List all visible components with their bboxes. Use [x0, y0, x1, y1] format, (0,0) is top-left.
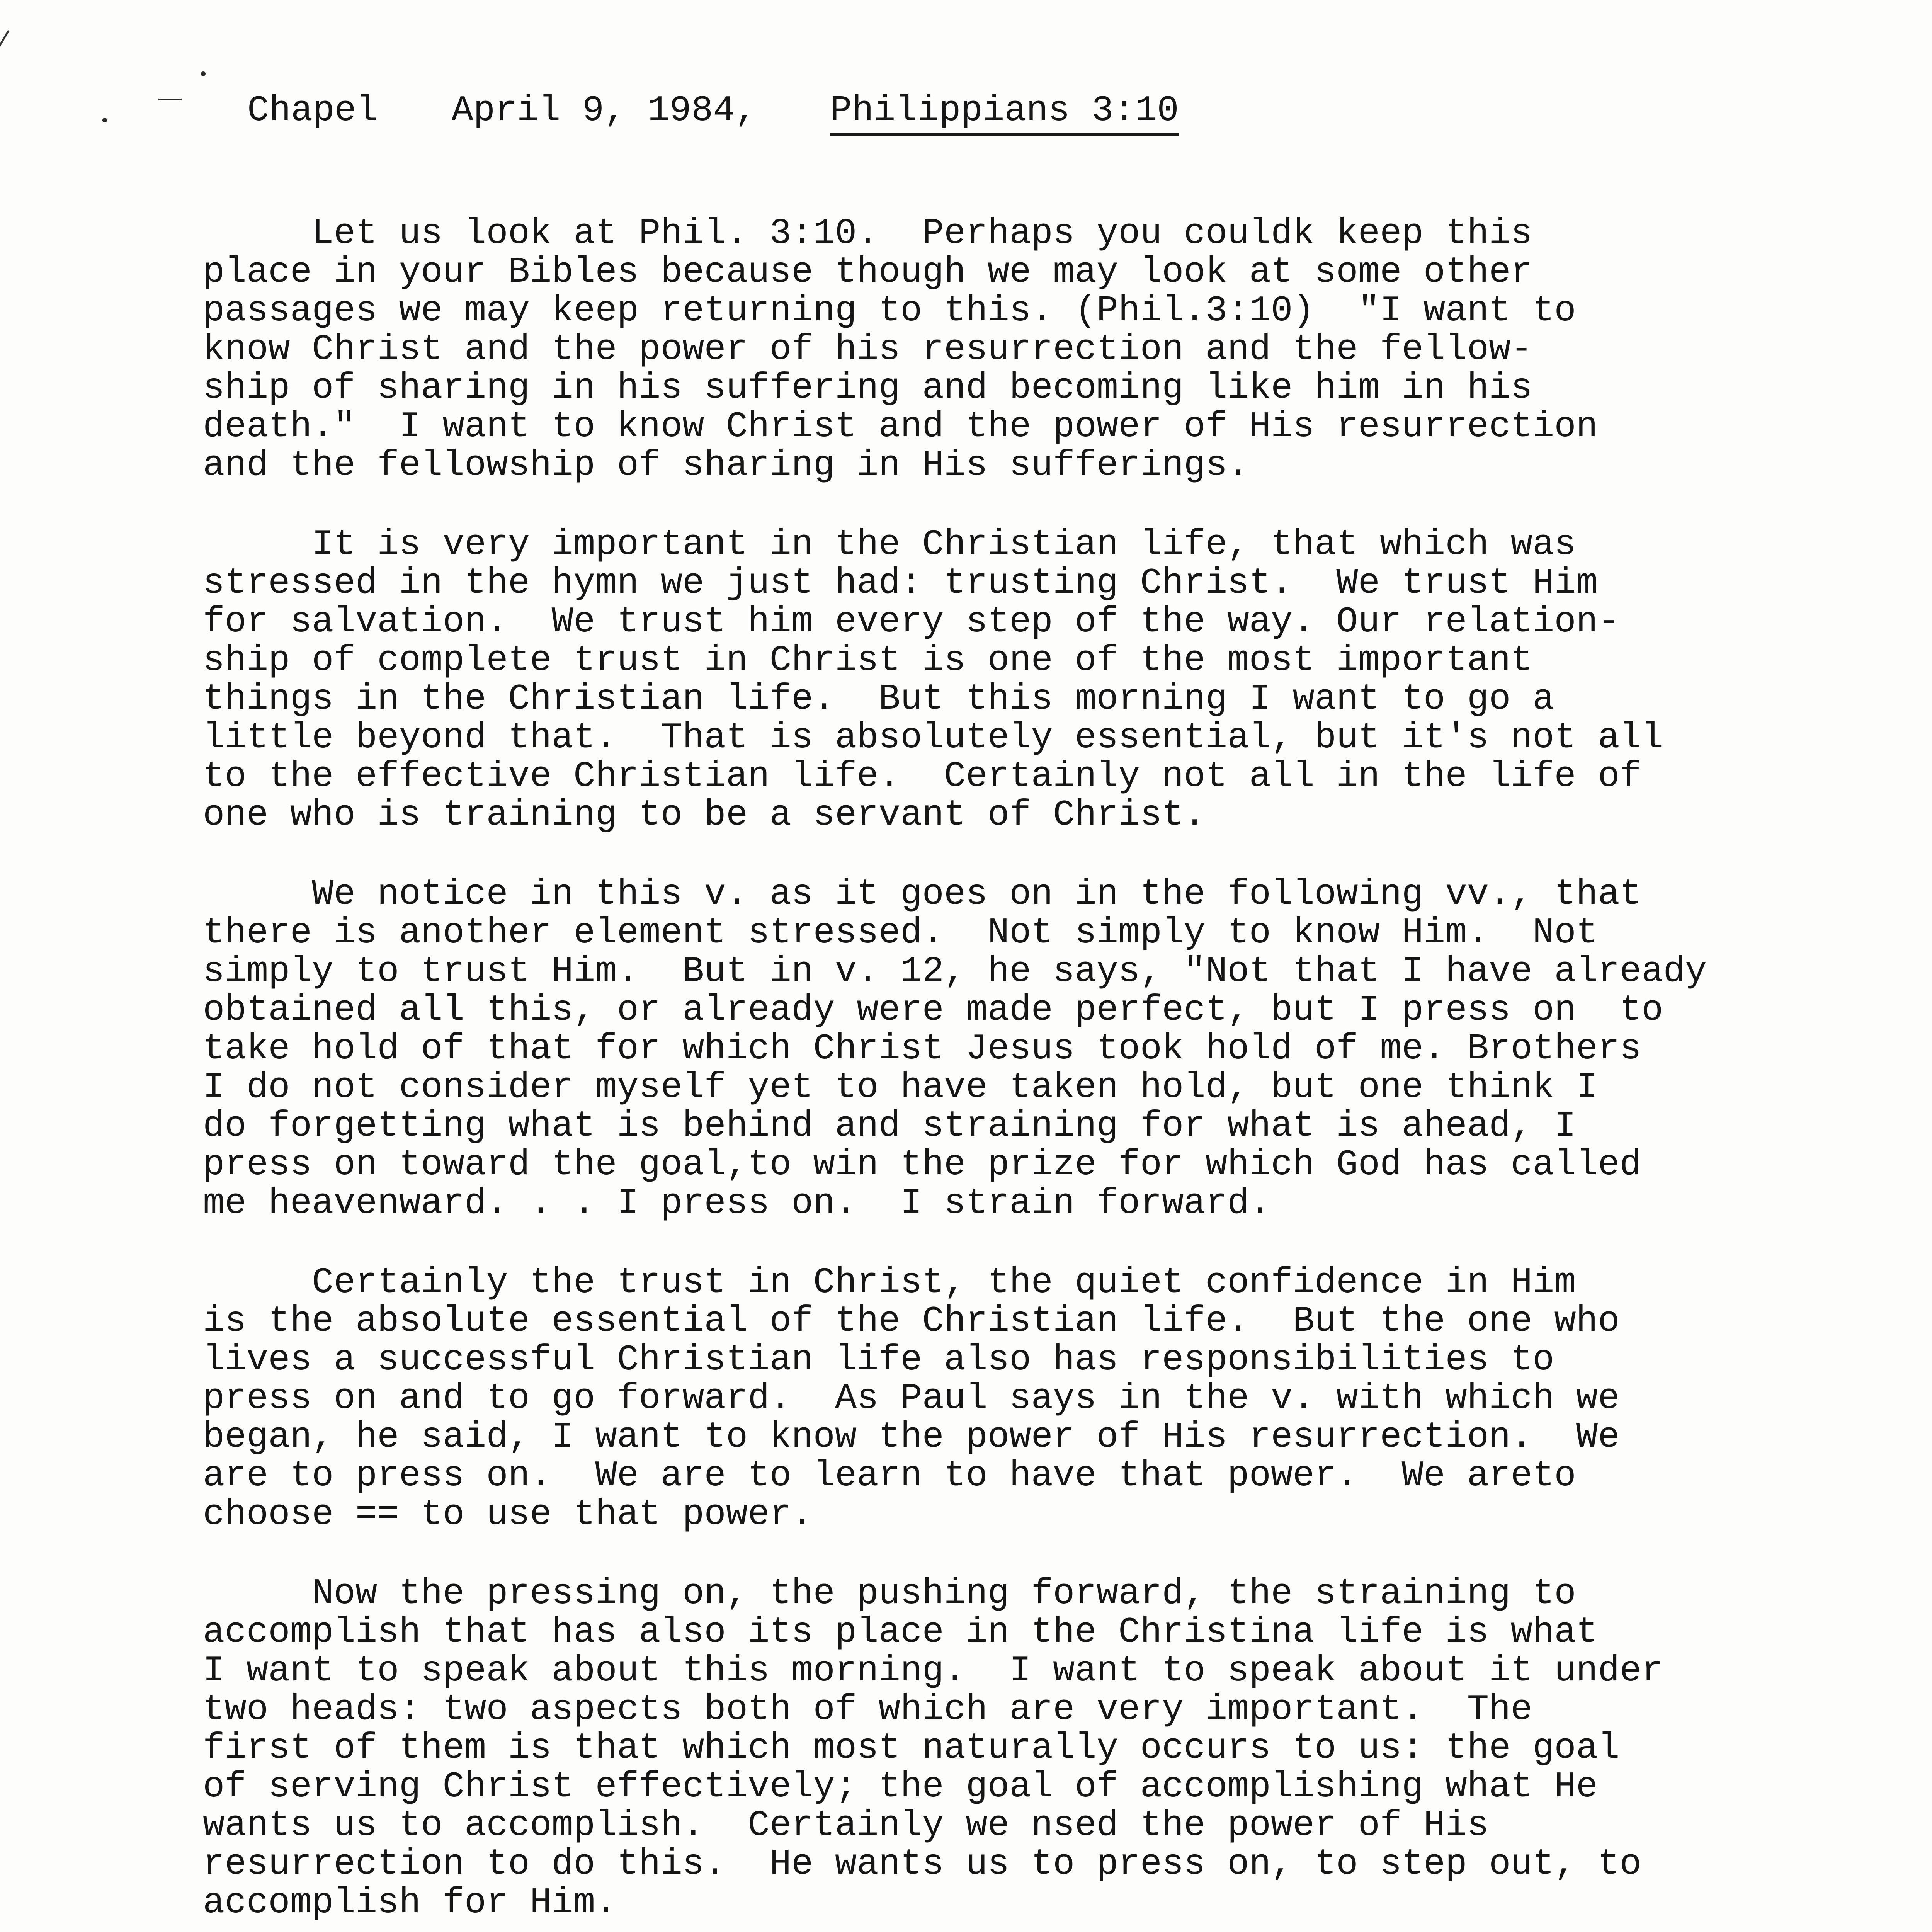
- document-header: [247, 90, 1179, 132]
- paragraph-5: Now the pressing on, the pushing forward, the straining to accomplish that has also its place in the Christina life is what I want to speak about this morning. I want to speak about it under two heads: two aspects both of which are very important. The first of them is that which most naturally occurs to us: the goal of serving Christ effectively; the goal of accomplishing what He wants us to accomplish. Certainly we nsed the power of His resurrection to do this. He wants us to press on, to step out, to accomplish for Him.: [203, 1573, 1663, 1923]
- header-label: Chapel: [247, 90, 378, 131]
- paragraph-2: It is very important in the Christian life, that which was stressed in the hymn we just had: trusting Christ. We trust Him for salvation. We trust him every step of the way. Our relation- ship of complete trust in Christ is one of the most important things in the Christian life. But this morning I want to go a little beyond that. That is absolutely essential, but it's not all to the effective Christian life. Certainly not all in the life of one who is training to be a servant of Christ.: [203, 524, 1663, 836]
- header-scripture: Philippians 3:10: [830, 90, 1179, 136]
- corner-pen-stroke: [0, 30, 10, 170]
- corner-dot: [102, 118, 107, 122]
- sermon-body: [203, 214, 1864, 1932]
- paragraph-3: We notice in this v. as it goes on in the following vv., that there is another element stressed. Not simply to know Him. Not simply to trust Him. But in v. 12, he says, "Not that I have already obtained all this, or already were made perfect, but I press on to take hold of that for which Christ Jesus took hold of me. Brothers I do not consider myself yet to have taken hold, but one think I do forgetting what is behind and straining for what is ahead, I press on toward the goal,to win the prize for which God has called me heavenward. . . I press on. I strain forward.: [203, 874, 1707, 1224]
- corner-dash: [158, 99, 182, 100]
- corner-speck: [201, 71, 206, 76]
- header-date: April 9, 1984,: [451, 90, 757, 131]
- paragraph-1: Let us look at Phil. 3:10. Perhaps you couldk keep this place in your Bibles because though we may look at some other passages we may keep returning to this. (Phil.3:10) "I want to know Christ and the power of his resurrection and the fellow- ship of sharing in his suffering and becoming like him in his death." I want to know Christ and the power of His resurrection and the fellowship of sharing in His sufferings.: [203, 213, 1598, 486]
- paragraph-4: Certainly the trust in Christ, the quiet confidence in Him is the absolute essential of the Christian life. But the one who lives a successful Christian life also has responsibilities to press on and to go forward. As Paul says in the v. with which we began, he said, I want to know the power of His resurrection. We are to press on. We are to learn to have that power. We areto choose == to use that power.: [203, 1262, 1620, 1535]
